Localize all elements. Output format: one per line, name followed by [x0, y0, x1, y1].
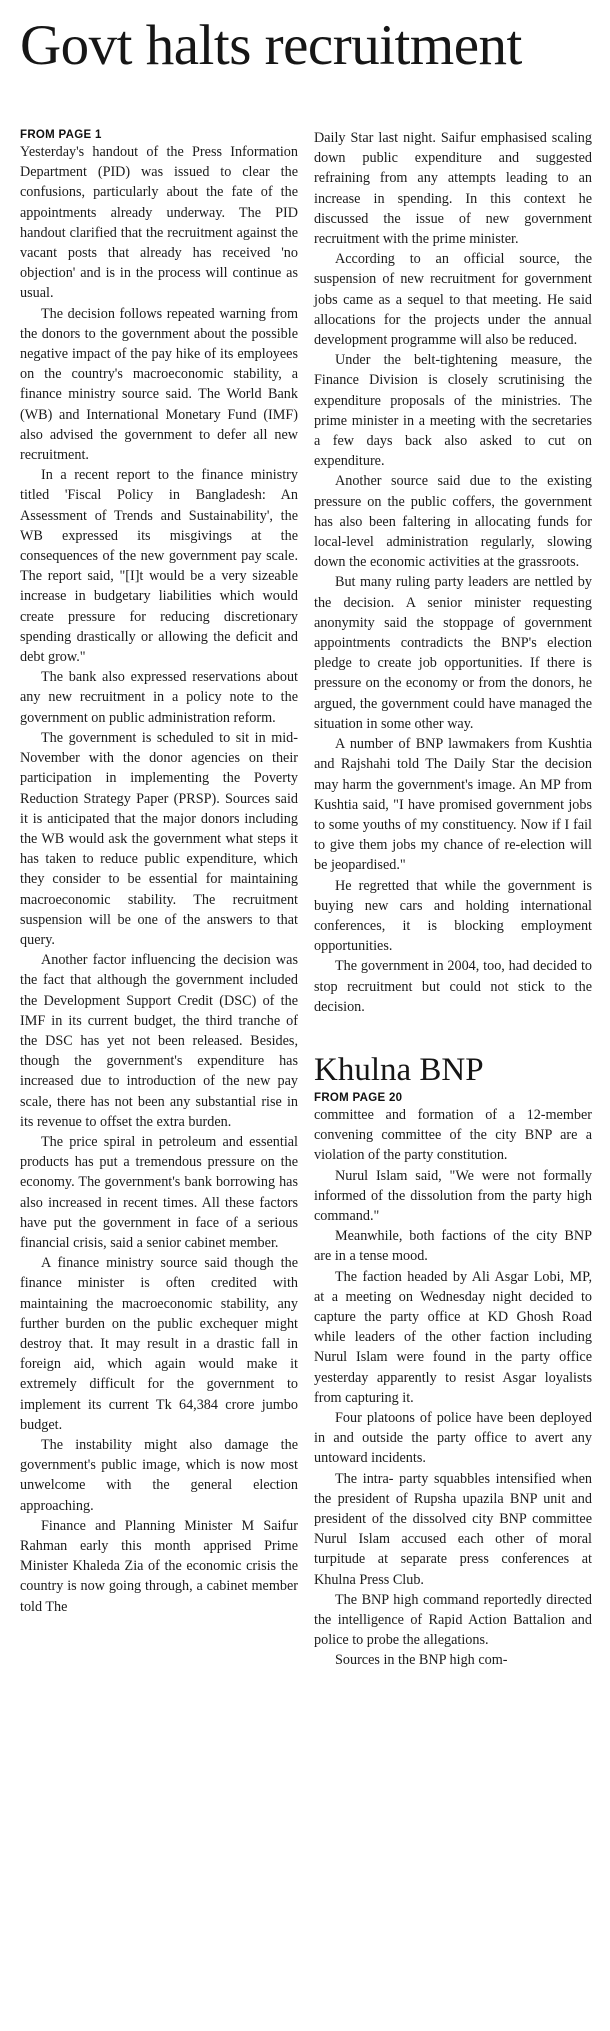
paragraph: Daily Star last night. Saifur emphasised scaling down public expenditure and suggested refraining from any attempts leading to an increase in spending. In this context he discussed the issue of new government recruitment with the prime minister.	[314, 130, 592, 248]
paragraph: He regretted that while the government is buying new cars and holding international conferences, it is blocking employment opportunities.	[314, 877, 592, 955]
paragraph: committee and formation of a 12-member convening committee of the city BNP are a violation of the party constitution.	[314, 1106, 592, 1164]
paragraph: The intra- party squabbles intensified when the president of Rupsha upazila BNP unit and president of the dissolved city BNP committee Nurul Islam accused each other of moral turpitude at separate press conferences at Khulna Press Club.	[314, 1470, 592, 1588]
paragraph: Four platoons of police have been deployed in and outside the party office to avert any untoward incidents.	[314, 1409, 592, 1467]
paragraph: Meanwhile, both factions of the city BNP are in a tense mood.	[314, 1228, 592, 1265]
column-left	[20, 128, 298, 1671]
story1-column1-body	[20, 142, 298, 1617]
paragraph: In a recent report to the finance ministry titled 'Fiscal Policy in Bangladesh: An Assessment of Trends and Sustainability', the WB expressed its misgivings at the consequences of the new government pay scale. The report said, "[I]t would be a very sizeable increase in budgetary liabilities which would create pressure for reducing discretionary spending drastically or allowing the deficit and debt grow."	[20, 467, 298, 666]
paragraph: Under the belt-tightening measure, the Finance Division is closely scrutinising the expenditure proposals of the ministries. The prime minister in a meeting with the secretaries a few days back also asked to cut on expenditure.	[314, 352, 592, 470]
paragraph: But many ruling party leaders are nettled by the decision. A senior minister requesting anonymity said the stoppage of government appointments contradicts the BNP's election pledge to create job opportunities. If there is pressure on the economy or from the donors, he argued, the government could have managed the situation in some other way.	[314, 574, 592, 732]
paragraph: The price spiral in petroleum and essential products has put a tremendous pressure on the economy. The government's bank borrowing has also increased in recent times. All these factors have put the government in face of a serious financial crisis, said a senior cabinet member.	[20, 1133, 298, 1251]
paragraph: The instability might also damage the government's public image, which is now most unwelcome with the general election approaching.	[20, 1437, 298, 1514]
paragraph: Another source said due to the existing pressure on the public coffers, the government has also been faltering in allocating funds for local-level administration regularly, slowing down the economic activities at the grassroots.	[314, 473, 592, 571]
paragraph: The decision follows repeated warning from the donors to the government about the possible negative impact of the pay hike of its employees on the country's macroeconomic stability, a finance ministry source said. The World Bank (WB) and International Monetary Fund (IMF) also advised the government to defer all new recruitment.	[20, 305, 298, 464]
paragraph: Sources in the BNP high com-	[335, 1652, 508, 1669]
article-columns	[20, 128, 592, 1671]
paragraph: Finance and Planning Minister M Saifur Rahman early this month apprised Prime Minister Khaleda Zia of the economic crisis the country is now going through, a cabinet member told The	[20, 1517, 298, 1615]
headline: Govt halts recruitment	[20, 14, 522, 77]
paragraph: Another factor influencing the decision was the fact that although the government included the Development Support Credit (DSC) of the IMF in its current budget, the third tranche of the DSC has yet not been released. Besides, though the government's expenditure has increased due to introduction of the new pay scale, there has not been any substantial rise in its revenue to offset the extra burden.	[20, 952, 298, 1130]
paragraph: According to an official source, the suspension of new recruitment for government jobs came as a sequel to that meeting. He said allocations for the projects under the annual development programme will also be reduced.	[314, 251, 592, 349]
paragraph: A finance ministry source said though the finance minister is often credited with maintaining the macroeconomic stability, any further burden on the public exchequer might destroy that. It may result in a drastic fall in foreign aid, which again would make it extremely difficult for the government to implement its current Tk 64,384 crore jumbo budget.	[20, 1255, 298, 1433]
newspaper-page	[0, 10, 610, 2031]
story2	[314, 1051, 592, 1671]
paragraph: The government in 2004, too, had decided to stop recruitment but could not stick to the decision.	[314, 958, 592, 1015]
story2-body	[314, 1105, 592, 1671]
paragraph: Nurul Islam said, "We were not formally informed of the dissolution from the party high command."	[314, 1167, 592, 1224]
story2-kicker: FROM PAGE 20	[314, 1091, 403, 1104]
paragraph: The bank also expressed reservations about any new recruitment in a policy note to the government on public administration reform.	[20, 669, 298, 726]
paragraph: A number of BNP lawmakers from Kushtia and Rajshahi told The Daily Star the decision may harm the government's image. An MP from Kushtia said, "I have promised government jobs to some youths of my constituency. Now if I fail to give them jobs my chance of re-election will be jeopardised."	[314, 736, 592, 874]
story1-kicker: FROM PAGE 1	[20, 129, 102, 141]
paragraph: The BNP high command reportedly directed the intelligence of Rapid Action Battalion and police to probe the allegations.	[314, 1591, 592, 1649]
paragraph: The government is scheduled to sit in mid-November with the donor agencies on their participation in implementing the Poverty Reduction Strategy Paper (PRSP). Sources said it is anticipated that the major donors including the WB would ask the government what steps it has taken to reduce public expenditure, which they consider to be essential for maintaining macroeconomic stability. The recruitment suspension will be one of the answers to that query.	[20, 729, 298, 948]
paragraph: The faction headed by Ali Asgar Lobi, MP, at a meeting on Wednesday night decided to capture the party office at KD Ghosh Road while leaders of the other faction including Nurul Islam were found in the party office yesterday apparently to resist Asgar loyalists from capturing it.	[314, 1268, 592, 1406]
story2-title: Khulna BNP	[314, 1051, 484, 1088]
column-right	[314, 128, 592, 1671]
paragraph: Yesterday's handout of the Press Information Department (PID) was issued to clear the confusions, particularly about the fate of the appointments already underway. The PID handout clarified that the recruitment against the vacant posts that already has received 'no objection' and is in the process will continue as usual.	[20, 144, 298, 302]
story1-column2-body	[314, 128, 592, 1017]
